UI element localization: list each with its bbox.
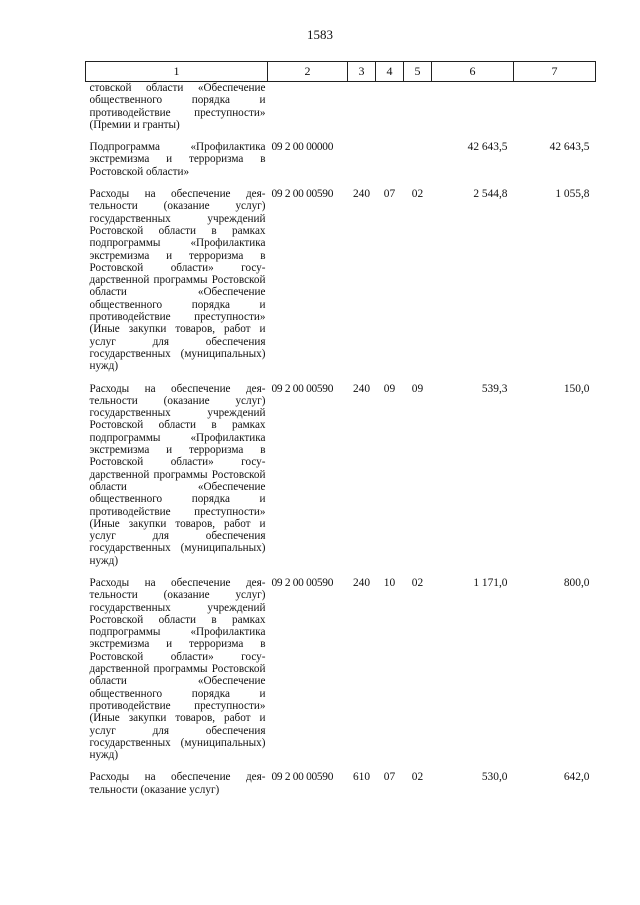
row-col5	[404, 141, 432, 178]
row-col3	[348, 82, 376, 132]
row-col3: 240	[352, 188, 371, 201]
header-col-6: 6	[432, 62, 514, 82]
header-col-5: 5	[404, 62, 432, 82]
row-col5	[404, 82, 432, 132]
header-col-3: 3	[348, 62, 376, 82]
row-col3: 240	[352, 382, 371, 395]
row-col4: 09	[383, 382, 396, 395]
row-col5: 02	[411, 188, 424, 201]
page-number: 1583	[307, 27, 333, 42]
table-header	[86, 62, 596, 82]
table-row	[86, 771, 596, 796]
row-spacer	[86, 373, 596, 383]
row-col3	[348, 141, 376, 178]
table-row	[86, 188, 596, 372]
row-spacer	[86, 567, 596, 577]
row-spacer	[86, 131, 596, 141]
row-col6: 1 171,0	[473, 576, 508, 589]
row-col4: 07	[383, 188, 396, 201]
header-col-2: 2	[268, 62, 348, 82]
row-col4	[376, 141, 404, 178]
row-col5: 09	[411, 382, 424, 395]
row-col6: 42 643,5	[467, 141, 508, 154]
header-col-1: 1	[86, 62, 268, 82]
row-col7: 150,0	[563, 382, 590, 395]
row-col5: 02	[411, 576, 424, 589]
row-name: Подпрограмма «Профилактика экстремизма и терроризма в Ростовской области»	[89, 141, 266, 178]
row-col7	[514, 82, 596, 132]
budget-table	[85, 61, 596, 796]
table-row	[86, 577, 596, 761]
row-col3: 240	[352, 576, 371, 589]
table-row	[86, 82, 596, 132]
row-code: 09 2 00 00590	[271, 771, 334, 784]
row-code: 09 2 00 00000	[271, 141, 334, 154]
header-row	[86, 62, 596, 82]
row-name: Расходы на обеспечение деятельности (оказание услуг) государственных учреждений Ростовской области в рамках подпрограммы «Профилактика экстремизма и терроризма в Ростовской области» государственной программы Ростовской области «Обеспечение общественного порядка и противодействие преступности» (Иные закупки товаров, работ и услуг для обеспечения государственных (муниципальных) нужд)	[89, 188, 266, 373]
row-col7: 800,0	[563, 576, 590, 589]
row-code: 09 2 00 00590	[271, 382, 334, 395]
table-body	[86, 82, 596, 797]
row-code: 09 2 00 00590	[271, 188, 334, 201]
row-name: Расходы на обеспечение деятельности (оказание услуг) государственных учреждений Ростовской области в рамках подпрограммы «Профилактика экстремизма и терроризма в Ростовской области» государственной программы Ростовской области «Обеспечение общественного порядка и противодействие преступности» (Иные закупки товаров, работ и услуг для обеспечения государственных (муниципальных) нужд)	[89, 576, 266, 762]
row-col7: 642,0	[563, 771, 590, 784]
row-spacer	[86, 178, 596, 188]
row-col4: 07	[383, 771, 396, 784]
row-col6: 530,0	[481, 771, 508, 784]
header-col-7: 7	[514, 62, 596, 82]
row-col4	[376, 82, 404, 132]
row-col6: 2 544,8	[473, 188, 508, 201]
row-spacer	[86, 761, 596, 771]
row-name: Расходы на обеспечение деятельности (оказание услуг) государственных учреждений Ростовской области в рамках подпрограммы «Профилактика экстремизма и терроризма в Ростовской области» государственной программы Ростовской области «Обеспечение общественного порядка и противодействие преступности» (Иные закупки товаров, работ и услуг для обеспечения государственных (муниципальных) нужд)	[89, 382, 266, 567]
table-row	[86, 383, 596, 567]
row-col5: 02	[411, 771, 424, 784]
row-name: Расходы на обеспечение деятельности (оказание услуг)	[89, 771, 266, 796]
row-col7: 42 643,5	[549, 141, 590, 154]
table-row	[86, 141, 596, 178]
row-col6	[432, 82, 514, 132]
row-col7: 1 055,8	[555, 188, 590, 201]
row-code: 09 2 00 00590	[271, 576, 334, 589]
row-col6: 539,3	[481, 382, 508, 395]
header-col-4: 4	[376, 62, 404, 82]
row-col3: 610	[352, 771, 371, 784]
row-code	[268, 82, 348, 132]
row-col4: 10	[383, 576, 396, 589]
row-name: стовской области «Обеспечение общественного порядка и противодействие преступности» (Премии и гранты)	[89, 82, 266, 131]
